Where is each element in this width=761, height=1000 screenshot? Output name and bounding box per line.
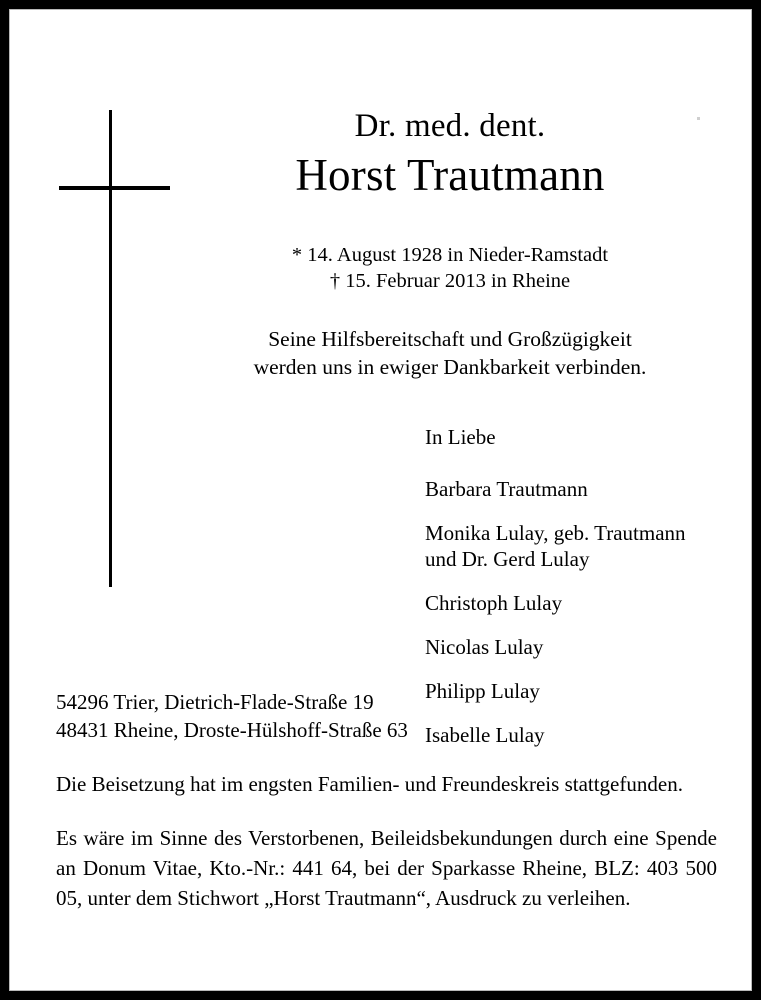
address-line: 54296 Trier, Dietrich-Flade-Straße 19	[56, 690, 374, 714]
mourner-entry	[425, 634, 735, 660]
address-line: 48431 Rheine, Droste-Hülshoff-Straße 63	[56, 718, 408, 742]
deceased-name: Horst Trautmann	[295, 150, 605, 200]
dedication-line-1: Seine Hilfsbereitschaft und Großzügigkeit	[268, 327, 632, 351]
donation-note: Es wäre im Sinne des Verstorbenen, Beileidsbekundungen durch eine Spende an Donum Vitae, Kto.-Nr.: 441 64, bei der Sparkasse Rheine, BLZ: 403 500 05, unter dem Stichwort „Horst Trautmann“, Ausdruck zu verleihen.	[56, 826, 717, 910]
birth-date-line: * 14. August 1928 in Nieder-Ramstadt	[291, 244, 609, 266]
life-dates-block	[200, 242, 700, 294]
death-date-line: † 15. Februar 2013 in Rheine	[329, 270, 571, 292]
dedication-line-2: werden uns in ewiger Dankbarkeit verbinden.	[253, 355, 647, 379]
addresses-block	[56, 688, 716, 744]
mourner-name-continued: und Dr. Gerd Lulay	[425, 547, 590, 571]
frame-border-left	[0, 0, 9, 1000]
dedication-block	[190, 325, 710, 381]
burial-note: Die Beisetzung hat im engsten Familien- und Freundeskreis stattgefunden.	[56, 772, 683, 796]
frame-border-top	[0, 0, 761, 9]
frame-border-bottom	[0, 991, 761, 1000]
frame-border-right	[752, 0, 761, 1000]
notice-sheet	[10, 10, 751, 990]
mourner-name: Barbara Trautmann	[425, 477, 588, 501]
honorific-title: Dr. med. dent.	[354, 108, 546, 144]
mourner-entry	[425, 520, 735, 572]
mourner-name: Nicolas Lulay	[425, 635, 544, 659]
mourner-name: Philipp Lulay	[425, 679, 540, 703]
mourner-entry	[425, 476, 735, 502]
mourner-name: Christoph Lulay	[425, 591, 563, 615]
mourner-name: Isabelle Lulay	[425, 723, 545, 747]
mourners-intro: In Liebe	[425, 425, 496, 449]
header-block	[200, 105, 700, 203]
mourner-name: Monika Lulay, geb. Trautmann	[425, 521, 686, 545]
latin-cross-crossbar-icon	[59, 186, 170, 190]
mourner-entry	[425, 590, 735, 616]
latin-cross-icon	[109, 110, 112, 587]
